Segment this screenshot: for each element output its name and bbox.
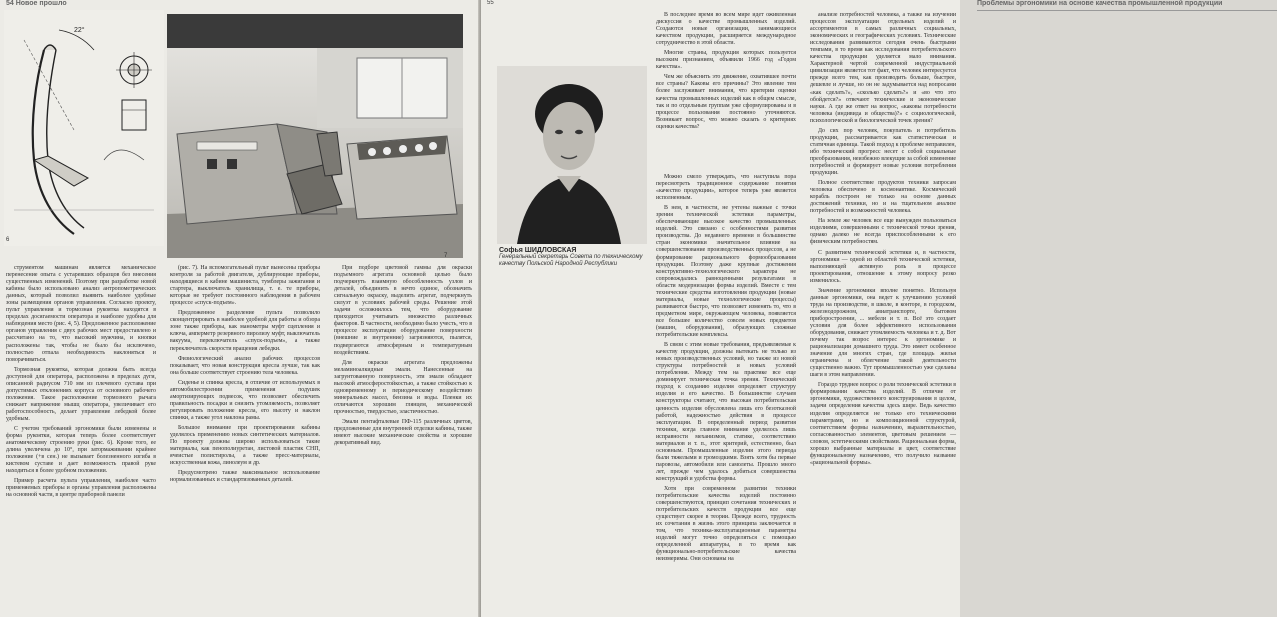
paragraph: струментом машинам является механическое перенесение опыта с устаревших образцов без внесения существенных изменений. Поэтому при разработке новой кабины было использовано анализ антропометрических данных, который позволил выявить наиболее удобные зоны размещения органов управления. Согласно проекту, пульт управления и тормозная рукоятка находятся в пределах досягаемости оператора и наиболее удобны для наблюдения место (рис. 4, 5). Предложенное расположение органов управления с двух рабочих мест предоставлено и рассчитано на то, что высокий мужчина, и кнопки расположены так, чтобы не было бы исключено, полностью отпала необходимость наклоняться и поворачиваться.: [6, 265, 156, 363]
paragraph: Сиденье и спинка кресла, в отличие от используемых в автомобилестроении применения подушек амортизирующих подвесок, что позволяет обеспечить правильность посадки и снизить утомляемость, позволяет регулировать положение кресла, его высоту и наклон спинки, а также угол наклона рамы.: [170, 379, 320, 421]
figure-number-7: 7: [444, 253, 448, 259]
left-col-1: [6, 265, 156, 615]
left-col-3: [334, 265, 472, 615]
caption-name: Софья ШИДЛОВСКАЯ: [499, 247, 577, 254]
right-page-number: 55: [487, 0, 494, 6]
right-col-1-bottom: [656, 174, 796, 615]
paragraph: Тормозная рукоятка, которая должна быть всегда доступной для оператора, расположена в пределах дуги, описанной радиусом 710 мм из плечевого сустава при допустимых отклонениях корпуса от основного рабочего положения. Такое расположение тормозного рычага снижает напряжение мышц оператора, увеличивает его работоспособность, делает управление лебедкой более удобным.: [6, 366, 156, 422]
paragraph: Для окраски агрегата предложены меламиноалкидные эмали. Нанесенные на загрунтованную поверхность, эти эмали обладают высокой атмосферостойкостью, а также стойкостью к одновременному и периодическому воздействию минеральных масел, бензина и воды. Пленки их отличаются хорошим глянцем, механической прочностью, твердостью, эластичностью.: [334, 359, 472, 415]
portrait-photo: [497, 66, 647, 244]
left-col-2: [170, 265, 320, 615]
paragraph: Многие страны, продукция которых пользуется высоким признанием, объявили 1966 год «Годом качества».: [656, 50, 796, 71]
paragraph: Можно смело утверждать, что наступила пора пересмотреть традиционное содержание понятия «качество продукции», которое теперь уже является исполненным.: [656, 174, 796, 202]
paragraph: Физиологический анализ рабочих процессов показывает, что новая конструкция кресла лучше, так как она больше соответствует строению тела человека.: [170, 355, 320, 376]
figure-number-6: 6: [6, 237, 10, 243]
paragraph: Гораздо труднее вопрос о роли технической эстетики в формировании качества изделий. В отличие от эргономики, художественного конструирования в целом, задачи определения качества здесь шире. Ведь качество изделия определяется не только его техническими параметрами, но и композиционной структурой, соответствием формы назначению, выразительностью, согласованностью элементов, цветовым решением — словом, эстетическими свойствами. Рациональная форма, хорошо выбранные материалы и цвет, соответствие функциональному назначению, что получило название «рациональной формы».: [810, 382, 956, 466]
paragraph: В связи с этим новые требования, предъявляемые к качеству продукции, должны вытекать не только из новых производственных условий, но также из новой структуры потребностей и новых условий потребления. Между тем на практике все еще доминирует техническая точка зрения. Технический подход к созданию изделия определяет структуру изделия и его качество. В большинстве случаев конструкторы считают, что высокая потребительская ценность изделия обусловлена лишь его безотказной работой, надежностью действия в процессе эксплуатации. В определенный период развития техники, когда главное внимание уделялось лишь исправности механизмов, статике, соответствию материалов и т. п., этот критерий, естественно, был основным. Промышленные изделия этого периода были тяжелыми и громоздкими. Взять хотя бы первые паровозы, автомобили или самолеты. Прошло много лет, прежде чем удалось добиться совершенства конструкций и удобства формы.: [656, 342, 796, 482]
lever-drawing: [4, 10, 164, 246]
paragraph: Чем же объяснить это движение, охватившее почти все страны? Каковы его причины? Это явление тем более заслуживает внимания, что критерии оценки качества промышленных изделий как в общем смысле, так и по отдельным группам уже сформулированы и в процессе пользования постоянно уточняются. Возникает вопрос, что можно сказать о критериях оценки качества?: [656, 74, 796, 130]
paragraph: Полное соответствие продуктов техники запросам человека обеспечено в космонавтике. Космический корабль построен не только на основе данных достижений техники, но и на тщательном анализе потребностей и возможностей человека.: [810, 180, 956, 215]
paragraph: С учетом требований эргономики были изменены и форма рукоятки, которая теперь более соответствует анатомическому строению руки (рис. 6). Кроме того, ее длина увеличена до 10°, при затормаживании крайнее положение (+в сен.) не вызывает болезненного изгиба в кистевом суставе и дает возможность правой руке находиться в более удобном положении.: [6, 426, 156, 475]
paragraph: С развитием технической эстетики и, в частности, эргономики — одной из областей технической эстетики, выполняющей активную роль в процессе проектирования, отношение к этому вопросу резко изменилось.: [810, 249, 956, 284]
paragraph: До сих пор человек, покупатель и потребитель продукции, рассматривается как статистическая и статичная единица. Такой подход к проблеме неправилен, ибо технический прогресс несет с собой социальные преобразования, неизбежно влекущие за собой изменение потребностей и формирует новые условия потребления продукции.: [810, 127, 956, 177]
right-col-1-top: [656, 12, 796, 172]
paragraph: Эмали пентафталевые ПФ-115 различных цветов, предложенные для внутренней отделки кабины, также имеют высокие механические свойства и хорошие декоративный вид.: [334, 418, 472, 447]
right-col-2: [810, 12, 956, 615]
left-running-head: 54 Новое прошло: [6, 0, 67, 7]
paragraph: (рис. 7). На вспомогательный пульт вынесены приборы контроля за работой двигателя, дублирующие приборы, находящиеся в кабине машиниста, тумблеры зажигания и стартера, выключатель хранилища, т. е. те приборы, которые не требуют постоянного наблюдения в рабочем процессе «спуск-подъем».: [170, 265, 320, 307]
left-page: [0, 0, 480, 617]
paragraph: Предусмотрено также максимальное использование нормализованных и стандартизованных деталей.: [170, 470, 320, 484]
paragraph: В последнее время во всем мире идет оживленная дискуссия о качестве промышленных изделий. Создаются новые организации, занимающиеся качеством продукции, расширяется международное сотрудничество в этой области.: [656, 12, 796, 47]
angle-label: 22°: [74, 27, 85, 34]
paragraph: На земле же человек все еще вынужден пользоваться изделиями, совершенными с технической точки зрения, однако далеко не всегда приспособленными к его физическим потребностям.: [810, 218, 956, 246]
paragraph: В нем, в частности, не учтены важные с точки зрения технической эстетики параметры, обеспечивающие высокое качество промышленных изделий. Это связано с особенностями развития производства. До недавнего времени в большинстве стран экономики значительное влияние на совершенствование производственных процессов, а не формирование рационального формообразования продукции. Поэтому даже крупные достижения конструктивно-технологического характера не сопровождались равноценными результатами в области модернизации формы изделий. Вместе с тем технические средства изготовления продукции (новые материалы, новые технологические процессы) развиваются быстро, что позволяет изменять то, что в предметном мире, окружающем человека, появляется все большее количество совсем новых предметов (машин, оборудования), образующих сложные потребительские комплексы.: [656, 205, 796, 339]
caption-role: Генеральный секретарь Совета по техническому качеству Польской Народной Республики: [499, 254, 643, 267]
right-running-head: Проблемы эргономики на основе качества промышленной продукции: [977, 0, 1277, 11]
paragraph: Предложенное разделение пульта позволило сконцентрировать в наиболее удобной для работы и обзора зоне также приборы, как манометры муфт сцепления и ключа, амперметр резервного пиролизу муфт, выключатель вакуума, переключатель «спуск-подъем», а также переключатель скорости вращения лебедки.: [170, 310, 320, 352]
cabin-photo: [167, 14, 463, 258]
portrait-caption: [499, 247, 644, 268]
paragraph: При подборе цветовой гаммы для окраски подъемного агрегата основной целью было подчеркнуть взаимную обособленность узлов и деталей, объединить в нечто единое, обозначить сигнальную окраску, выделить агрегат, подчеркнуть силуэт в условиях рабочей среды. Решение этой задачи осложнилось тем, что оборудование приходится учитывать множество различных факторов. В частности, необходимо было учесть, что в процессе эксплуатации оборудование поверхности (внешние и внутренние) загрязняются, пылятся, подвергаются атмосферным и температурным воздействиям.: [334, 265, 472, 356]
paragraph: Пример расчета пульта управления, наиболее часто применяемых приборы и органы управления расположены на основной части, в центре приборной панели: [6, 478, 156, 499]
paragraph: анализе потребностей человека, а также на изучении процессов эксплуатации отдельных изделий и ассортиментов в самых различных социальных, экономических и географических условиях. Технические исследования развиваются сегодня очень быстрыми темпами, в то время как исследования потребительского качества продукции уделяется мало внимания. Характерной чертой современной индустриальной цивилизации является тот факт, что человек интересуется прежде всего тем, как производить больше, быстрее, дешевле и лучше, но он не задумывается над вопросами «как сделать?», «сколько сделать?» и «во что это обойдется?» отвечают технические и экономические науки. А где же ответ на вопрос, «каковы потребности человека (индивида и общества)?» с социологической, психологической и биологической точек зрения?: [810, 12, 956, 124]
paragraph: Большое внимание при проектировании кабины уделялось применению новых синтетических материалов. По проекту должны широко использоваться такие материалы, как пенополиуретан, листовой пластик СНП, ячеистые полистиролы, а также пресс-материалы, искусственная кожа, линолеум и др.: [170, 424, 320, 467]
paragraph: Значение эргономики вполне понятно. Используя данные эргономики, она ведет к улучшению условий труда на производстве, в школе, в конторе, в городском, железнодорожном, авиатранспорте, бытовом приборостроении, ... мебели и т. п. Всё это создает условия для более эффективного использования оборудования, снижает утомляемость человека и т. д. Вот почему так возрос интерес к эргономике и рационализации домашнего труда. Это имеет особенное значение для многих стран, где площадь жилья ограничена и облегчение такой деятельности существенно важно. Тут промышленностью уже сделаны шаги в этом направлении.: [810, 287, 956, 379]
paragraph: Хотя при современном развитии техники потребительские качества изделий постоянно совершенствуются, принцип сочетания технических и потребительских качеств продукции все еще существует скорее в теории. Прежде всего, трудность их сочетания в жизнь этого принципа заключается в том, что техника-эксплуатационные параметры изделий могут точно определяться с помощью определенной аппаратуры, в то время как функционально-потребительские качества неизмеримы. Они основаны на: [656, 486, 796, 563]
